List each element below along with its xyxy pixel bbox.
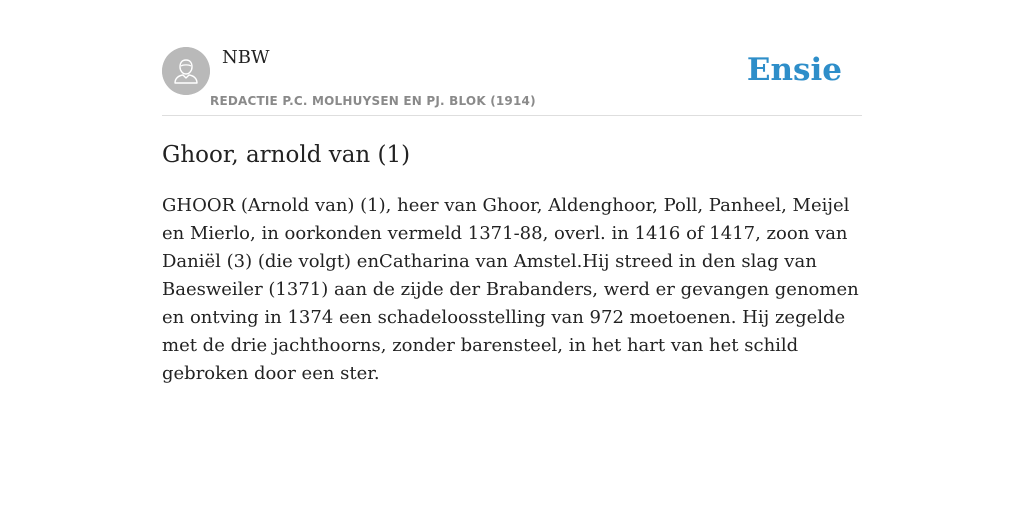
user-avatar-icon[interactable]: [162, 47, 210, 95]
article-title: Ghoor, arnold van (1): [162, 142, 411, 168]
header-divider: [162, 115, 862, 116]
source-name[interactable]: NBW: [222, 47, 270, 68]
ensie-logo[interactable]: Ensie: [746, 52, 842, 88]
article-body: GHOOR (Arnold van) (1), heer van Ghoor, Aldenghoor, Poll, Panheel, Meijel en Mierlo, in oorkonden vermeld 1371-88, overl. in 1416 of 1417, zoon van Daniël (3) (die volgt) enCatharina van Amstel.Hij streed in den slag van Baesweiler (1371) aan de zijde der Brabanders, werd er gevangen genomen en ontving in 1374 een schadeloosstelling van 972 moetoenen. Hij zegelde met de drie jachthoorns, zonder barensteel, in het hart van het schild gebroken door een ster.: [162, 195, 859, 384]
user-silhouette-icon: [162, 47, 210, 95]
source-subtitle: REDACTIE P.C. MOLHUYSEN EN PJ. BLOK (1914): [210, 94, 536, 108]
